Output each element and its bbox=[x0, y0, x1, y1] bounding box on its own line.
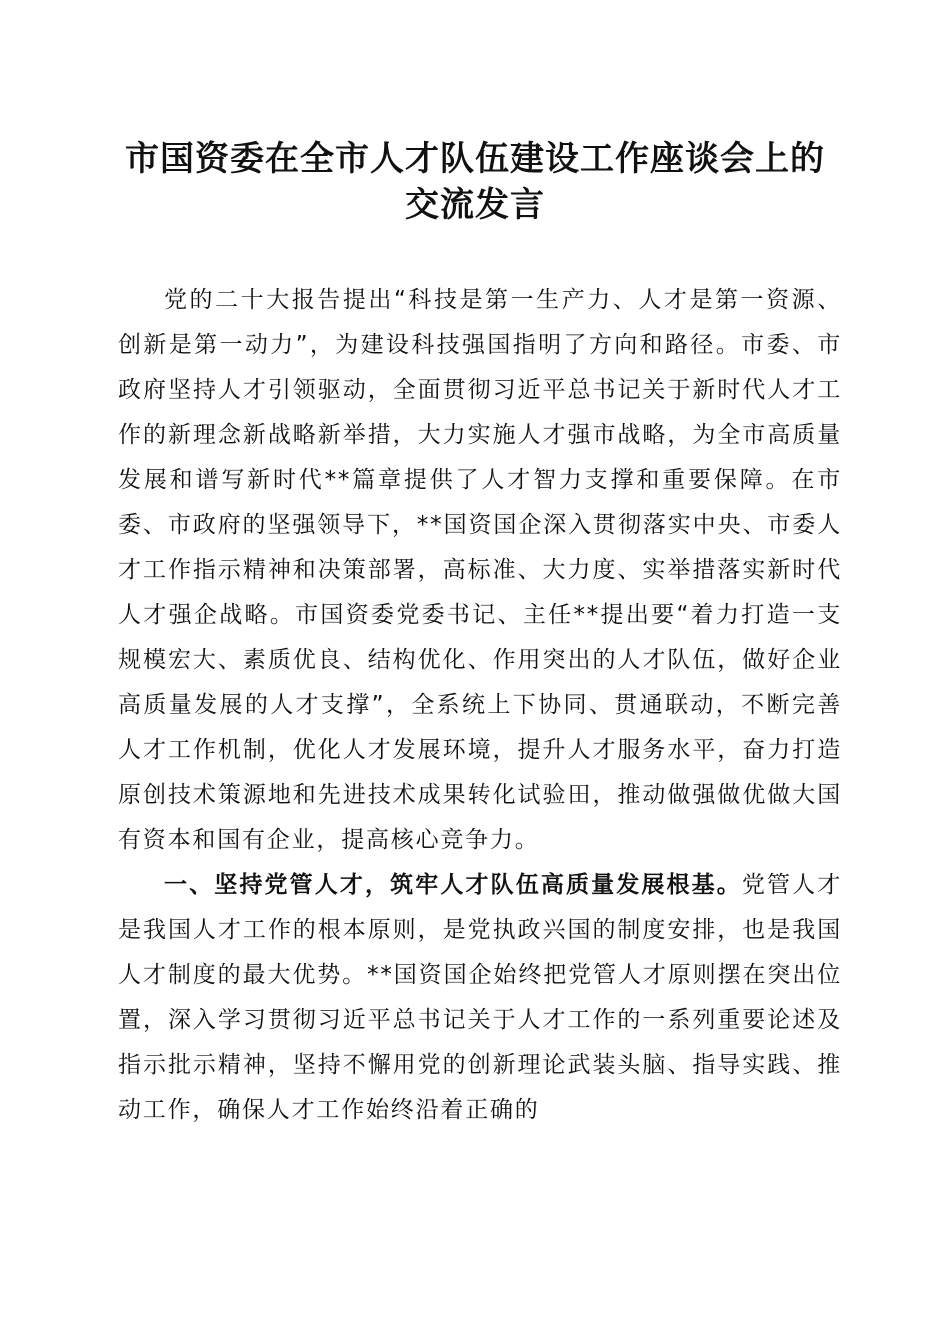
section-1-body: 党管人才是我国人才工作的根本原则，是党执政兴国的制度安排，也是我国人才制度的最大优势。**国资国企始终把党管人才原则摆在突出位置，深入学习贯彻习近平总书记关于人才工作的一系列重要论述及指示批示精神，坚持不懈用党的创新理论武装头脑、指导实践、推动工作，确保人才工作始终沿着正确的 bbox=[118, 872, 842, 1123]
intro-paragraph: 党的二十大报告提出“科技是第一生产力、人才是第一资源、创新是第一动力”，为建设科技强国指明了方向和路径。市委、市政府坚持人才引领驱动，全面贯彻习近平总书记关于新时代人才工作的新理念新战略新举措，大力实施人才强市战略，为全市高质量发展和谱写新时代**篇章提供了人才智力支撑和重要保障。在市委、市政府的坚强领导下，**国资国企深入贯彻落实中央、市委人才工作指示精神和决策部署，高标准、大力度、实举措落实新时代人才强企战略。市国资委党委书记、主任**提出要“着力打造一支规模宏大、素质优良、结构优化、作用突出的人才队伍，做好企业高质量发展的人才支撑”，全系统上下协同、贯通联动，不断完善人才工作机制，优化人才发展环境，提升人才服务水平，奋力打造原创技术策源地和先进技术成果转化试验田，推动做强做优做大国有资本和国有企业，提高核心竞争力。 bbox=[118, 287, 842, 853]
section-1-paragraph bbox=[118, 863, 842, 1133]
document-title bbox=[100, 136, 850, 228]
title-line-2: 交流发言 bbox=[405, 185, 545, 225]
title-line-1: 市国资委在全市人才队伍建设工作座谈会上的 bbox=[125, 139, 825, 179]
section-1-heading: 一、坚持党管人才，筑牢人才队伍高质量发展根基。 bbox=[164, 872, 742, 898]
document-body bbox=[118, 278, 842, 1133]
